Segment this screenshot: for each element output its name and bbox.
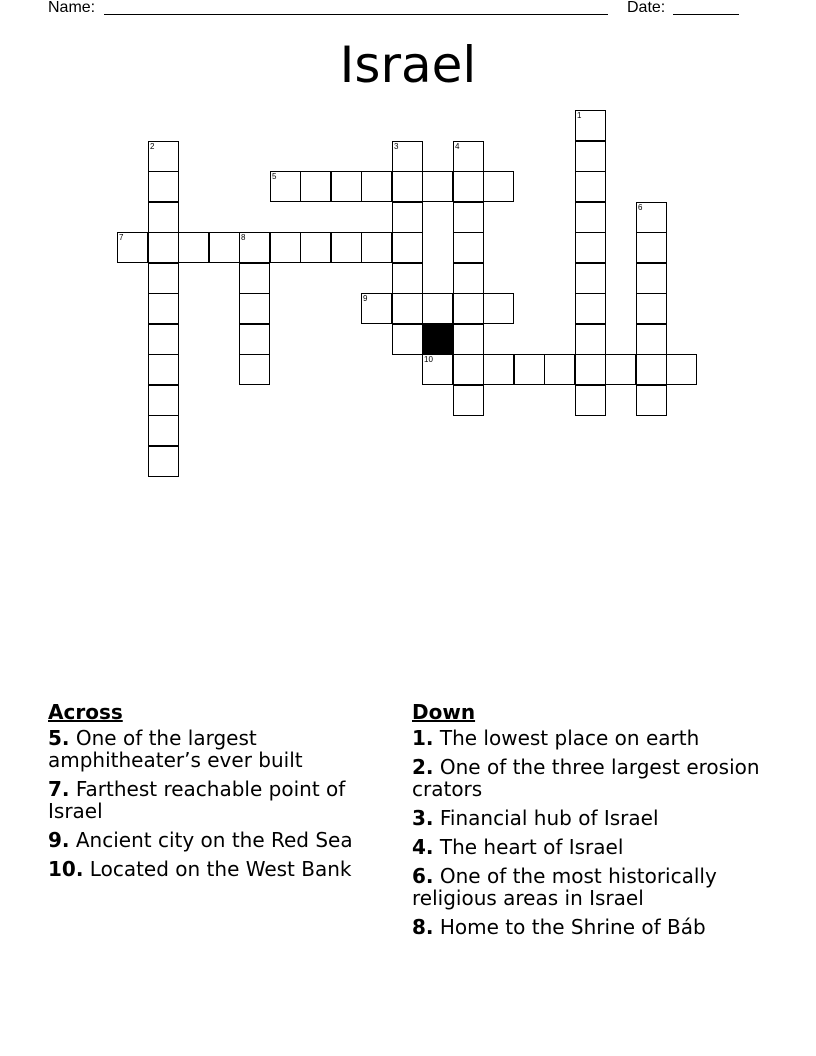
- grid-cell[interactable]: [392, 293, 423, 324]
- grid-cell[interactable]: [514, 354, 545, 385]
- page-title: Israel: [339, 36, 477, 94]
- grid-cell[interactable]: [483, 354, 514, 385]
- grid-cell[interactable]: [575, 232, 606, 263]
- grid-cell[interactable]: [453, 202, 484, 233]
- grid-cell[interactable]: [453, 141, 484, 172]
- across-clues: [48, 701, 393, 887]
- date-label: Date:: [627, 0, 666, 16]
- across-heading: Across: [48, 700, 123, 724]
- grid-cell[interactable]: [270, 232, 301, 263]
- grid-cell[interactable]: [453, 263, 484, 294]
- grid-cell[interactable]: [148, 263, 179, 294]
- across-clue: 10. Located on the West Bank: [48, 857, 352, 881]
- grid-cell[interactable]: [575, 141, 606, 172]
- grid-cell[interactable]: [148, 171, 179, 202]
- grid-cell[interactable]: [148, 324, 179, 355]
- grid-cell[interactable]: [392, 202, 423, 233]
- grid-cell[interactable]: [361, 171, 392, 202]
- grid-cell[interactable]: [575, 324, 606, 355]
- grid-cell[interactable]: [148, 141, 179, 172]
- grid-cell[interactable]: [300, 171, 331, 202]
- grid-cell[interactable]: [239, 232, 270, 263]
- grid-cell[interactable]: [422, 293, 453, 324]
- grid-cell[interactable]: [148, 293, 179, 324]
- grid-cell[interactable]: [148, 354, 179, 385]
- grid-cell[interactable]: [575, 110, 606, 141]
- grid-cell[interactable]: [422, 354, 453, 385]
- clue-number: 7: [119, 233, 124, 242]
- grid-cell[interactable]: [392, 263, 423, 294]
- grid-cell[interactable]: [636, 354, 667, 385]
- clue-number: 6: [638, 203, 643, 212]
- grid-cell[interactable]: [361, 232, 392, 263]
- grid-cell[interactable]: [453, 324, 484, 355]
- clue-number: 9: [363, 294, 368, 303]
- crossword-grid: [0, 0, 816, 500]
- grid-cell[interactable]: [575, 202, 606, 233]
- grid-cell[interactable]: [575, 354, 606, 385]
- grid-cell[interactable]: [575, 263, 606, 294]
- grid-cell[interactable]: [636, 324, 667, 355]
- grid-cell[interactable]: [239, 293, 270, 324]
- grid-cell[interactable]: [422, 171, 453, 202]
- grid-cell[interactable]: [392, 324, 423, 355]
- grid-cell[interactable]: [666, 354, 697, 385]
- grid-cell[interactable]: [361, 293, 392, 324]
- clue-number: 1: [577, 111, 582, 120]
- grid-cell[interactable]: [239, 324, 270, 355]
- black-cell: [422, 324, 453, 355]
- grid-cell[interactable]: [636, 263, 667, 294]
- grid-cell[interactable]: [636, 385, 667, 416]
- grid-cell[interactable]: [453, 171, 484, 202]
- grid-cell[interactable]: [178, 232, 209, 263]
- grid-cell[interactable]: [239, 263, 270, 294]
- down-clue: 4. The heart of Israel: [412, 835, 624, 859]
- across-clue: 9. Ancient city on the Red Sea: [48, 828, 353, 852]
- down-clues: [412, 701, 772, 945]
- clue-number: 10: [424, 355, 433, 364]
- clue-number: 5: [272, 172, 277, 181]
- clue-number: 3: [394, 142, 399, 151]
- grid-cell[interactable]: [148, 232, 179, 263]
- grid-cell[interactable]: [148, 446, 179, 477]
- grid-cell[interactable]: [636, 293, 667, 324]
- grid-cell[interactable]: [270, 171, 301, 202]
- grid-cell[interactable]: [331, 232, 362, 263]
- grid-cell[interactable]: [392, 232, 423, 263]
- grid-cell[interactable]: [300, 232, 331, 263]
- grid-cell[interactable]: [331, 171, 362, 202]
- clue-number: 8: [241, 233, 246, 242]
- down-clue: 6. One of the most historically religious areas in Israel: [412, 864, 717, 910]
- name-label: Name:: [48, 0, 96, 16]
- grid-cell[interactable]: [483, 171, 514, 202]
- down-clue: 8. Home to the Shrine of Báb: [412, 915, 706, 939]
- grid-cell[interactable]: [453, 293, 484, 324]
- grid-cell[interactable]: [148, 202, 179, 233]
- grid-cell[interactable]: [148, 415, 179, 446]
- clue-number: 2: [150, 142, 155, 151]
- down-clue: 1. The lowest place on earth: [412, 726, 700, 750]
- across-clue: 7. Farthest reachable point of Israel: [48, 777, 346, 823]
- grid-cell[interactable]: [605, 354, 636, 385]
- grid-cell[interactable]: [209, 232, 240, 263]
- across-clue: 5. One of the largest amphitheater’s ever built: [48, 726, 303, 772]
- grid-cell[interactable]: [148, 385, 179, 416]
- clue-number: 4: [455, 142, 460, 151]
- down-clue: 3. Financial hub of Israel: [412, 806, 659, 830]
- grid-cell[interactable]: [117, 232, 148, 263]
- grid-cell[interactable]: [239, 354, 270, 385]
- grid-cell[interactable]: [453, 232, 484, 263]
- down-clue: 2. One of the three largest erosion crators: [412, 755, 760, 801]
- grid-cell[interactable]: [575, 293, 606, 324]
- grid-cell[interactable]: [392, 141, 423, 172]
- down-heading: Down: [412, 700, 476, 724]
- grid-cell[interactable]: [575, 171, 606, 202]
- grid-cell[interactable]: [453, 354, 484, 385]
- grid-cell[interactable]: [483, 293, 514, 324]
- grid-cell[interactable]: [392, 171, 423, 202]
- grid-cell[interactable]: [453, 385, 484, 416]
- grid-cell[interactable]: [636, 232, 667, 263]
- grid-cell[interactable]: [636, 202, 667, 233]
- grid-cell[interactable]: [544, 354, 575, 385]
- grid-cell[interactable]: [575, 385, 606, 416]
